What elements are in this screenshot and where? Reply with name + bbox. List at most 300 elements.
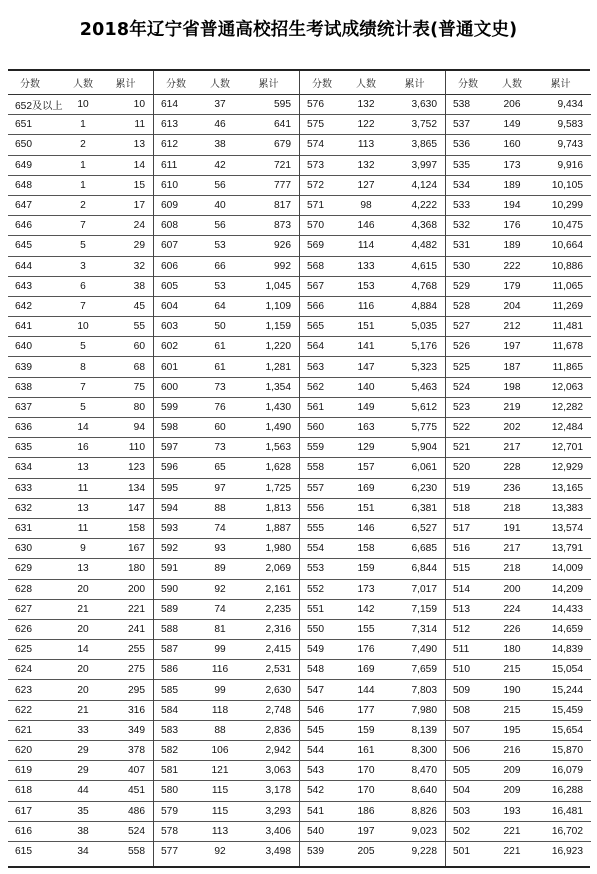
cumulative-cell: 11,481 — [552, 321, 583, 333]
table-row — [300, 660, 445, 680]
cumulative-cell: 14,659 — [551, 623, 583, 635]
header-score: 分数 — [166, 79, 186, 90]
score-cell: 518 — [453, 502, 470, 514]
cumulative-cell: 4,124 — [411, 179, 437, 191]
count-cell: 89 — [214, 563, 226, 575]
score-cell: 616 — [15, 825, 32, 837]
cumulative-cell: 241 — [128, 623, 145, 635]
table-row — [446, 418, 591, 438]
table-row — [446, 519, 591, 539]
count-cell: 29 — [77, 745, 89, 757]
score-cell: 550 — [307, 623, 324, 635]
table-row — [300, 196, 445, 216]
table-row — [8, 337, 153, 357]
score-cell: 632 — [15, 502, 32, 514]
table-row — [300, 761, 445, 781]
count-cell: 173 — [357, 583, 375, 595]
table-row — [446, 842, 591, 861]
table-row — [446, 499, 591, 519]
table-row — [154, 519, 299, 539]
score-cell: 650 — [15, 139, 32, 151]
table-row — [300, 176, 445, 196]
table-row — [446, 458, 591, 478]
count-cell: 176 — [357, 644, 375, 656]
score-cell: 582 — [161, 745, 178, 757]
cumulative-cell: 451 — [128, 785, 145, 797]
cumulative-cell: 7,490 — [411, 644, 437, 656]
count-cell: 191 — [503, 523, 521, 535]
table-row — [300, 115, 445, 135]
table-row — [300, 418, 445, 438]
header-cumulative: 累计 — [404, 79, 425, 90]
count-cell: 44 — [77, 785, 89, 797]
score-cell: 558 — [307, 462, 324, 474]
table-row — [154, 357, 299, 377]
count-cell: 144 — [357, 684, 375, 696]
count-cell: 5 — [80, 401, 86, 413]
score-cell: 585 — [161, 684, 178, 696]
count-cell: 116 — [211, 664, 229, 676]
header-count: 人数 — [356, 79, 376, 90]
count-cell: 194 — [503, 200, 521, 212]
table-row — [154, 95, 299, 115]
score-cell: 557 — [307, 482, 324, 494]
table-column-group-1 — [8, 71, 153, 866]
header-score: 分数 — [458, 79, 478, 90]
score-cell: 636 — [15, 422, 32, 434]
score-cell: 619 — [15, 765, 32, 777]
cumulative-cell: 2,748 — [265, 704, 291, 716]
table-row — [446, 559, 591, 579]
cumulative-cell: 80 — [133, 401, 145, 413]
cumulative-cell: 1,628 — [265, 462, 291, 474]
count-cell: 3 — [80, 260, 86, 272]
count-cell: 8 — [80, 361, 86, 373]
count-cell: 222 — [503, 260, 521, 272]
count-cell: 88 — [214, 502, 226, 514]
cumulative-cell: 10 — [133, 99, 145, 111]
table-row — [300, 701, 445, 721]
score-cell: 583 — [161, 724, 178, 736]
count-cell: 142 — [357, 603, 375, 615]
cumulative-cell: 6,844 — [411, 563, 437, 575]
table-row — [8, 802, 153, 822]
table-row — [446, 640, 591, 660]
count-cell: 186 — [357, 805, 375, 817]
cumulative-cell: 13,574 — [551, 523, 583, 535]
count-cell: 81 — [214, 623, 226, 635]
count-cell: 161 — [357, 745, 375, 757]
cumulative-cell: 1,887 — [265, 523, 291, 535]
table-row — [300, 499, 445, 519]
score-cell: 628 — [15, 583, 32, 595]
table-row — [8, 600, 153, 620]
table-header-row — [154, 71, 299, 95]
count-cell: 147 — [357, 361, 375, 373]
cumulative-cell: 486 — [128, 805, 145, 817]
score-cell: 572 — [307, 179, 324, 191]
count-cell: 202 — [503, 422, 521, 434]
cumulative-cell: 9,228 — [411, 846, 437, 858]
score-cell: 596 — [161, 462, 178, 474]
count-cell: 65 — [214, 462, 226, 474]
cumulative-cell: 15,654 — [551, 724, 583, 736]
count-cell: 226 — [503, 623, 521, 635]
score-cell: 524 — [453, 381, 470, 393]
count-cell: 106 — [211, 745, 229, 757]
score-cell: 612 — [161, 139, 178, 151]
table-row — [446, 317, 591, 337]
score-cell: 639 — [15, 361, 32, 373]
score-cell: 535 — [453, 159, 470, 171]
cumulative-cell: 6,061 — [411, 462, 437, 474]
score-cell: 647 — [15, 200, 32, 212]
table-row — [8, 236, 153, 256]
cumulative-cell: 4,884 — [411, 300, 437, 312]
count-cell: 180 — [503, 644, 521, 656]
cumulative-cell: 16,481 — [551, 805, 583, 817]
table-row — [8, 257, 153, 277]
score-cell: 597 — [161, 442, 178, 454]
table-row — [8, 721, 153, 741]
cumulative-cell: 12,929 — [551, 462, 583, 474]
count-cell: 129 — [357, 442, 375, 454]
cumulative-cell: 9,916 — [557, 159, 583, 171]
score-cell: 544 — [307, 745, 324, 757]
count-cell: 92 — [214, 583, 226, 595]
score-cell: 630 — [15, 543, 32, 555]
score-cell: 512 — [453, 623, 470, 635]
cumulative-cell: 32 — [133, 260, 145, 272]
table-row — [446, 398, 591, 418]
score-cell: 598 — [161, 422, 178, 434]
cumulative-cell: 295 — [128, 684, 145, 696]
score-cell: 569 — [307, 240, 324, 252]
count-cell: 35 — [77, 805, 89, 817]
cumulative-cell: 11,065 — [552, 280, 583, 292]
cumulative-cell: 6,381 — [411, 502, 437, 514]
table-row — [300, 257, 445, 277]
count-cell: 155 — [357, 623, 375, 635]
score-cell: 609 — [161, 200, 178, 212]
cumulative-cell: 2,235 — [265, 603, 291, 615]
score-cell: 637 — [15, 401, 32, 413]
score-cell: 629 — [15, 563, 32, 575]
table-row — [8, 135, 153, 155]
table-row — [446, 600, 591, 620]
score-cell: 517 — [453, 523, 470, 535]
table-row — [8, 701, 153, 721]
table-row — [8, 479, 153, 499]
table-row — [154, 660, 299, 680]
count-cell: 132 — [357, 159, 375, 171]
cumulative-cell: 12,701 — [551, 442, 583, 454]
count-cell: 7 — [80, 300, 86, 312]
table-row — [446, 257, 591, 277]
count-cell: 14 — [77, 644, 89, 656]
table-row — [154, 176, 299, 196]
count-cell: 113 — [211, 825, 229, 837]
count-cell: 122 — [357, 119, 375, 131]
cumulative-cell: 147 — [128, 502, 145, 514]
count-cell: 205 — [357, 846, 375, 858]
score-cell: 509 — [453, 684, 470, 696]
cumulative-cell: 167 — [128, 543, 145, 555]
table-row — [446, 297, 591, 317]
score-cell: 641 — [15, 321, 32, 333]
table-row — [154, 499, 299, 519]
score-cell: 610 — [161, 179, 178, 191]
cumulative-cell: 2,316 — [265, 623, 291, 635]
table-row — [8, 680, 153, 700]
cumulative-cell: 17 — [133, 200, 145, 212]
cumulative-cell: 3,063 — [265, 765, 291, 777]
table-row — [154, 398, 299, 418]
table-row — [446, 357, 591, 377]
count-cell: 1 — [80, 119, 86, 131]
score-cell: 532 — [453, 220, 470, 232]
cumulative-cell: 10,886 — [551, 260, 583, 272]
table-row — [154, 438, 299, 458]
cumulative-cell: 68 — [133, 361, 145, 373]
cumulative-cell: 3,865 — [411, 139, 437, 151]
count-cell: 38 — [77, 825, 89, 837]
table-row — [154, 721, 299, 741]
score-cell: 607 — [161, 240, 178, 252]
count-cell: 53 — [214, 280, 226, 292]
score-cell: 526 — [453, 341, 470, 353]
count-cell: 13 — [77, 563, 89, 575]
count-cell: 1 — [80, 179, 86, 191]
cumulative-cell: 3,293 — [265, 805, 291, 817]
cumulative-cell: 8,300 — [411, 745, 437, 757]
score-cell: 571 — [307, 200, 324, 212]
table-row — [154, 539, 299, 559]
table-row — [154, 479, 299, 499]
table-row — [446, 135, 591, 155]
table-row — [300, 357, 445, 377]
table-row — [300, 297, 445, 317]
cumulative-cell: 94 — [133, 422, 145, 434]
cumulative-cell: 12,063 — [551, 381, 583, 393]
count-cell: 149 — [357, 401, 375, 413]
cumulative-cell: 1,490 — [265, 422, 291, 434]
table-row — [154, 317, 299, 337]
cumulative-cell: 316 — [128, 704, 145, 716]
count-cell: 74 — [214, 603, 226, 615]
score-cell: 611 — [161, 159, 178, 171]
table-row — [300, 539, 445, 559]
score-cell: 608 — [161, 220, 178, 232]
count-cell: 221 — [503, 825, 521, 837]
count-cell: 56 — [214, 179, 226, 191]
cumulative-cell: 1,725 — [265, 482, 291, 494]
score-cell: 577 — [161, 846, 178, 858]
count-cell: 73 — [214, 381, 226, 393]
cumulative-cell: 221 — [128, 603, 145, 615]
count-cell: 88 — [214, 724, 226, 736]
table-row — [300, 236, 445, 256]
score-cell: 642 — [15, 300, 32, 312]
table-row — [154, 680, 299, 700]
cumulative-cell: 9,583 — [557, 119, 583, 131]
count-cell: 132 — [357, 99, 375, 111]
cumulative-cell: 11 — [134, 119, 145, 131]
score-cell: 580 — [161, 785, 178, 797]
score-cell: 589 — [161, 603, 178, 615]
table-row — [300, 337, 445, 357]
score-cell: 649 — [15, 159, 32, 171]
score-cell: 623 — [15, 684, 32, 696]
score-cell: 519 — [453, 482, 470, 494]
count-cell: 21 — [77, 603, 89, 615]
count-cell: 10 — [77, 99, 89, 111]
count-cell: 20 — [77, 664, 89, 676]
cumulative-cell: 14,839 — [551, 644, 583, 656]
cumulative-cell: 10,664 — [551, 240, 583, 252]
count-cell: 159 — [357, 563, 375, 575]
cumulative-cell: 12,484 — [551, 422, 583, 434]
table-row — [446, 721, 591, 741]
cumulative-cell: 123 — [128, 462, 145, 474]
cumulative-cell: 15,054 — [551, 664, 583, 676]
count-cell: 16 — [77, 442, 89, 454]
score-cell: 579 — [161, 805, 178, 817]
score-cell: 504 — [453, 785, 470, 797]
table-row — [300, 438, 445, 458]
table-row — [446, 196, 591, 216]
count-cell: 61 — [214, 341, 226, 353]
cumulative-cell: 817 — [274, 200, 291, 212]
table-row — [154, 378, 299, 398]
count-cell: 170 — [357, 765, 375, 777]
score-cell: 525 — [453, 361, 470, 373]
score-cell: 560 — [307, 422, 324, 434]
cumulative-cell: 595 — [274, 99, 291, 111]
table-row — [8, 741, 153, 761]
score-cell: 561 — [307, 401, 324, 413]
score-cell: 505 — [453, 765, 470, 777]
count-cell: 34 — [77, 846, 89, 858]
table-row — [446, 620, 591, 640]
table-row — [8, 842, 153, 861]
cumulative-cell: 7,314 — [411, 623, 437, 635]
cumulative-cell: 6,527 — [411, 523, 437, 535]
cumulative-cell: 7,659 — [411, 664, 437, 676]
table-row — [446, 479, 591, 499]
count-cell: 42 — [214, 159, 226, 171]
table-row — [154, 741, 299, 761]
cumulative-cell: 110 — [128, 442, 145, 454]
table-row — [300, 317, 445, 337]
table-row — [154, 156, 299, 176]
count-cell: 176 — [503, 220, 521, 232]
count-cell: 1 — [80, 159, 86, 171]
table-row — [300, 156, 445, 176]
table-row — [300, 519, 445, 539]
table-title: 2018年辽宁省普通高校招生考试成绩统计表(普通文史) — [79, 20, 518, 40]
table-row — [446, 802, 591, 822]
table-row — [300, 378, 445, 398]
count-cell: 9 — [80, 543, 86, 555]
count-cell: 236 — [503, 482, 521, 494]
score-cell: 516 — [453, 543, 470, 555]
cumulative-cell: 873 — [274, 220, 291, 232]
cumulative-cell: 1,430 — [265, 401, 291, 413]
cumulative-cell: 8,139 — [411, 724, 437, 736]
cumulative-cell: 1,159 — [265, 321, 291, 333]
count-cell: 13 — [77, 462, 89, 474]
cumulative-cell: 134 — [128, 482, 145, 494]
table-row — [154, 580, 299, 600]
score-cell: 530 — [453, 260, 470, 272]
cumulative-cell: 679 — [274, 139, 291, 151]
cumulative-cell: 2,942 — [265, 745, 291, 757]
cumulative-cell: 13,165 — [551, 482, 583, 494]
table-row — [154, 236, 299, 256]
count-cell: 151 — [357, 502, 375, 514]
count-cell: 146 — [357, 523, 375, 535]
count-cell: 97 — [214, 482, 226, 494]
score-cell: 502 — [453, 825, 470, 837]
count-cell: 141 — [357, 341, 375, 353]
cumulative-cell: 4,482 — [411, 240, 437, 252]
table-row — [300, 95, 445, 115]
table-row — [300, 600, 445, 620]
score-cell: 568 — [307, 260, 324, 272]
cumulative-cell: 8,640 — [411, 785, 437, 797]
score-cell: 614 — [161, 99, 178, 111]
header-cumulative: 累计 — [550, 79, 571, 90]
score-cell: 625 — [15, 644, 32, 656]
count-cell: 158 — [357, 543, 375, 555]
score-cell: 633 — [15, 482, 32, 494]
count-cell: 21 — [77, 704, 89, 716]
cumulative-cell: 5,612 — [411, 401, 437, 413]
score-cell: 570 — [307, 220, 324, 232]
table-row — [8, 660, 153, 680]
cumulative-cell: 200 — [128, 583, 145, 595]
table-row — [8, 580, 153, 600]
count-cell: 20 — [77, 623, 89, 635]
count-cell: 98 — [360, 200, 372, 212]
header-count: 人数 — [210, 79, 230, 90]
cumulative-cell: 6,230 — [411, 482, 437, 494]
table-row — [446, 438, 591, 458]
table-row — [446, 741, 591, 761]
table-row — [300, 135, 445, 155]
table-row — [154, 761, 299, 781]
table-row — [300, 580, 445, 600]
table-row — [154, 640, 299, 660]
cumulative-cell: 1,563 — [265, 442, 291, 454]
cumulative-cell: 2,630 — [265, 684, 291, 696]
score-cell: 533 — [453, 200, 470, 212]
table-row — [300, 620, 445, 640]
count-cell: 7 — [80, 220, 86, 232]
cumulative-cell: 524 — [128, 825, 145, 837]
count-cell: 10 — [77, 321, 89, 333]
cumulative-cell: 15,244 — [551, 684, 583, 696]
score-cell: 507 — [453, 724, 470, 736]
score-cell: 528 — [453, 300, 470, 312]
table-row — [8, 539, 153, 559]
count-cell: 29 — [77, 765, 89, 777]
score-cell: 578 — [161, 825, 178, 837]
count-cell: 46 — [214, 119, 226, 131]
table-row — [8, 156, 153, 176]
table-row — [446, 701, 591, 721]
